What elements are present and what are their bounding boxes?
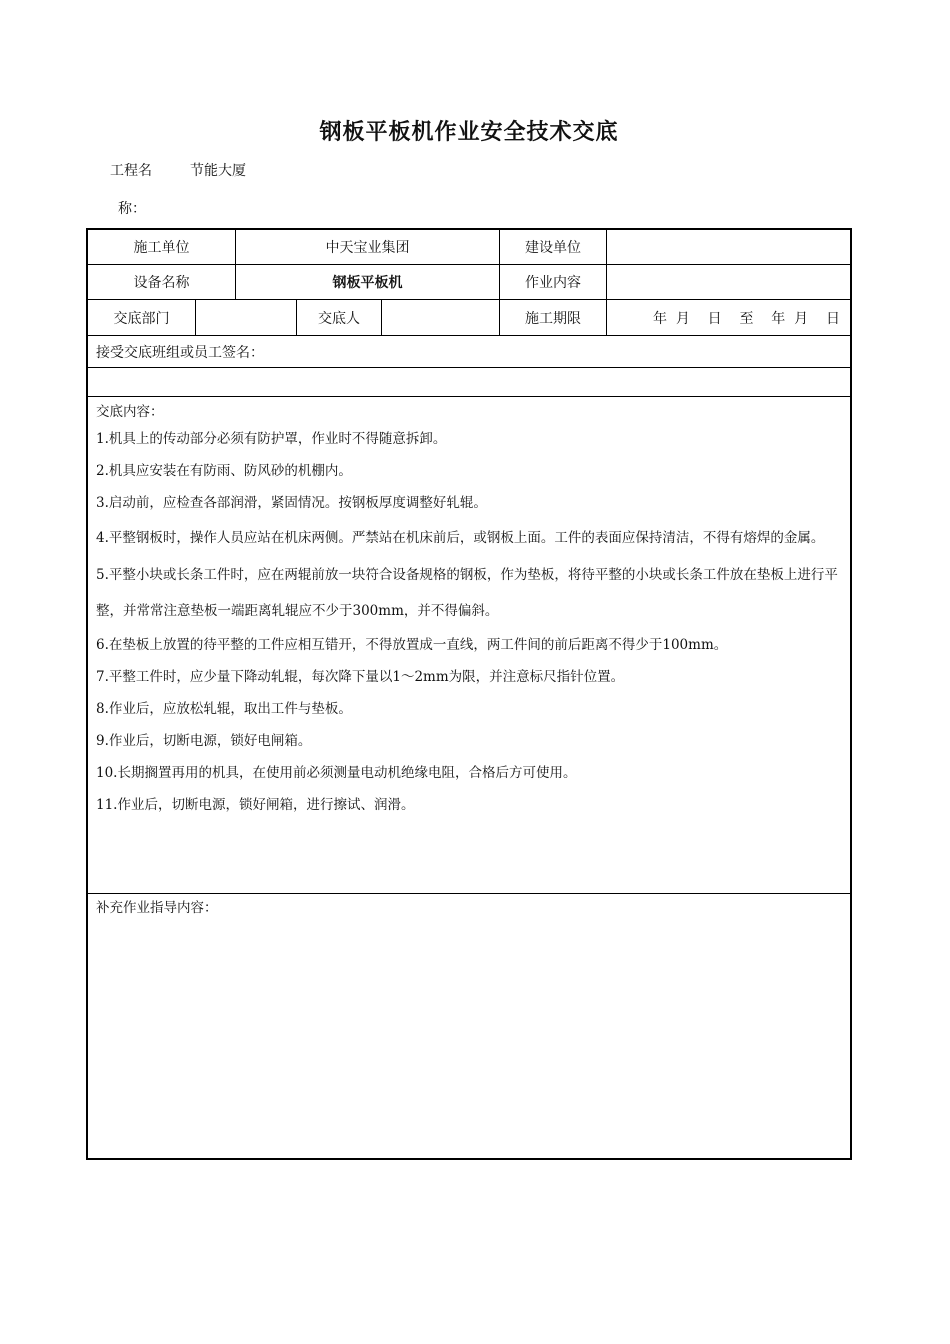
form-row-signature-blank [88,368,850,397]
content-item: 2.机具应安装在有防雨、防风砂的机棚内。 [96,463,352,479]
supplement-section[interactable] [88,894,850,1158]
disclosure-form [86,228,852,1160]
project-name-value: 节能大厦 [190,163,246,179]
construction-unit-label: 施工单位 [88,230,236,264]
signature-value[interactable] [88,368,850,396]
supplement-header: 补充作业指导内容： [96,900,218,916]
disclosure-dept-value[interactable] [196,300,297,335]
disclosure-content [88,397,850,894]
construction-period-label: 施工期限 [500,300,607,335]
document-title: 钢板平板机作业安全技术交底 [319,120,619,145]
disclosure-person-label: 交底人 [297,300,382,335]
disclosure-person-value[interactable] [382,300,500,335]
content-item: 4.平整钢板时，操作人员应站在机床两侧。严禁站在机床前后，或钢板上面。工件的表面应保持清洁，不得有熔焊的金属。 [96,530,825,546]
project-name-label-cont: 称： [118,201,146,217]
content-item: 1.机具上的传动部分必须有防护罩，作业时不得随意拆卸。 [96,431,447,447]
work-content-label: 作业内容 [500,265,607,299]
form-row-equipment [88,265,850,300]
equipment-name-label: 设备名称 [88,265,236,299]
content-item: 6.在垫板上放置的待平整的工件应相互错开，不得放置成一直线，两工件间的前后距离不得少于100mm。 [96,637,728,653]
form-row-signature [88,336,850,368]
content-item: 3.启动前，应检查各部润滑，紧固情况。按钢板厚度调整好轧辊。 [96,495,487,511]
project-name-label: 工程名 [110,163,152,179]
content-item: 5.平整小块或长条工件时，应在两辊前放一块符合设备规格的钢板，作为垫板，将待平整的小块或长条工件放在垫板上进行平整，并常常注意垫板一端距离轧辊应不少于300mm，并不得偏斜。 [96,567,838,619]
content-item: 8.作业后，应放松轧辊，取出工件与垫板。 [96,701,352,717]
form-row-construction-unit [88,230,850,265]
disclosure-dept-label: 交底部门 [88,300,196,335]
content-item: 9.作业后，切断电源，锁好电闸箱。 [96,733,312,749]
owner-unit-label: 建设单位 [500,230,607,264]
signature-label: 接受交底班组或员工签名： [96,344,264,361]
construction-unit-value[interactable]: 中天宝业集团 [236,230,500,264]
equipment-name-value[interactable]: 钢板平板机 [236,265,500,299]
content-item: 10.长期搁置再用的机具，在使用前必须测量电动机绝缘电阻，合格后方可使用。 [96,765,577,781]
owner-unit-value[interactable] [607,230,850,264]
content-item: 7.平整工件时，应少量下降动轧辊，每次降下量以1～2mm为限，并注意标尺指针位置。 [96,669,625,685]
content-header: 交底内容： [96,404,164,420]
form-row-disclosure [88,300,850,336]
content-item: 11.作业后，切断电源，锁好闸箱，进行擦试、润滑。 [96,797,415,813]
construction-period-value[interactable]: 年 月 日 至 年 月 日 [652,310,840,327]
work-content-value[interactable] [607,265,850,299]
